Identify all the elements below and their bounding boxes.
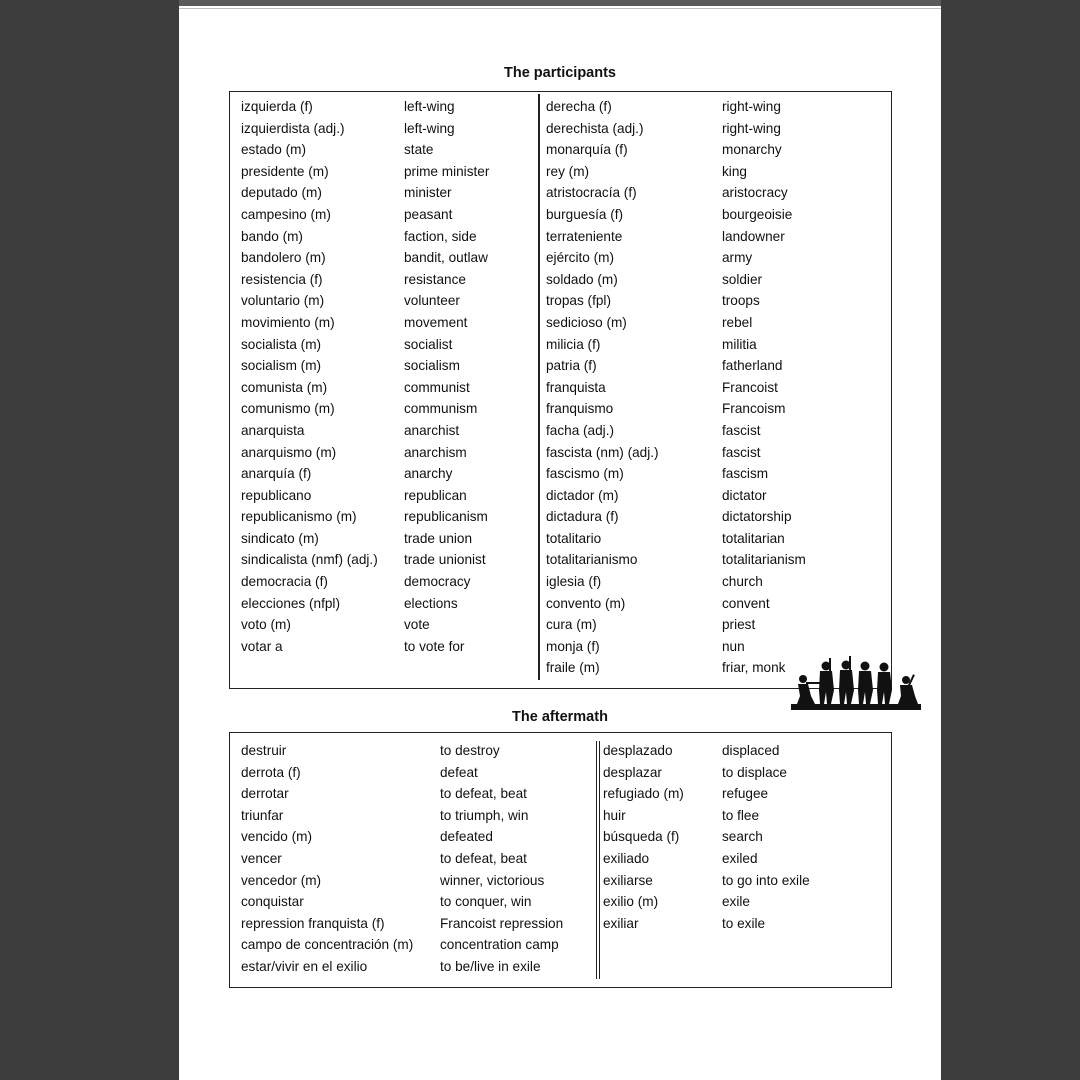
vocab-term: atristocracía (f) (546, 185, 637, 201)
participants-right-english (722, 96, 806, 679)
vocab-term: soldado (m) (546, 271, 618, 287)
vocab-term: king (722, 163, 747, 179)
vocab-term: army (722, 250, 753, 266)
vocab-term: monarquía (f) (546, 142, 628, 158)
vocab-term: democracy (404, 574, 471, 590)
vocab-term: búsqueda (f) (603, 829, 680, 845)
aftermath-right-english (722, 740, 810, 934)
vocab-term: franquista (546, 379, 606, 395)
vocab-term: communist (404, 379, 470, 395)
aftermath-left-spanish (241, 740, 413, 978)
vocab-term: convent (722, 595, 770, 611)
vocab-term: exiliarse (603, 872, 653, 888)
vocab-term: dictadura (f) (546, 509, 619, 525)
aftermath-left-english (440, 740, 563, 978)
vocab-term: trade union (404, 530, 473, 546)
vocab-term: to vote for (404, 638, 465, 654)
vocab-term: cura (m) (546, 617, 597, 633)
vocab-term: right-wing (722, 99, 781, 114)
vocab-term: triunfar (241, 807, 284, 823)
vocab-term: to displace (722, 764, 787, 780)
aftermath-divider-a (596, 741, 597, 979)
vocab-term: desplazado (603, 743, 673, 758)
aftermath-divider-b (599, 741, 600, 979)
vocab-term: Francoist (722, 379, 778, 395)
vocab-term: milicia (f) (546, 336, 601, 352)
vocab-term: republican (404, 487, 467, 503)
vocab-term: volunteer (404, 293, 460, 309)
vocab-term: prime minister (404, 163, 490, 179)
vocab-term: to flee (722, 807, 760, 823)
vocab-term: resistencia (f) (241, 271, 323, 287)
vocab-term: faction, side (404, 228, 477, 244)
participants-table (229, 91, 892, 689)
vocab-term: presidente (m) (241, 163, 329, 179)
vocab-term: elections (404, 595, 458, 611)
vocab-term: anarchist (404, 422, 460, 438)
vocab-term: anarchy (404, 466, 453, 482)
vocab-term: to be/live in exile (440, 958, 541, 974)
vocab-term: vencido (m) (241, 829, 313, 845)
vocab-term: fascist (722, 444, 761, 460)
vocab-term: search (722, 829, 763, 845)
vocab-term: exiled (722, 850, 758, 866)
vocab-term: trade unionist (404, 552, 486, 568)
vocab-term: soldier (722, 271, 763, 287)
vocab-term: patria (f) (546, 358, 597, 374)
vocab-term: iglesia (f) (546, 574, 602, 590)
vocab-term: concentration camp (440, 937, 559, 953)
vocab-term: minister (404, 185, 452, 201)
vocab-term: estar/vivir en el exilio (241, 958, 368, 974)
vocab-term: tropas (fpl) (546, 293, 611, 309)
vocab-term: to conquer, win (440, 894, 532, 910)
vocab-term: comunista (m) (241, 379, 328, 395)
vocab-term: rebel (722, 314, 753, 330)
vocab-term: elecciones (nfpl) (241, 595, 340, 611)
vocab-term: refugee (722, 786, 769, 802)
vocab-term: exiliado (603, 850, 650, 866)
vocab-term: dictatorship (722, 509, 792, 525)
vocab-term: friar, monk (722, 660, 786, 676)
vocab-term: monja (f) (546, 638, 600, 654)
vocab-term: vencedor (m) (241, 872, 322, 888)
vocab-term: totalitarianism (722, 552, 806, 568)
vocab-term: socialism (404, 358, 460, 374)
vocab-term: comunismo (m) (241, 401, 335, 417)
vocab-term: socialism (m) (241, 358, 322, 374)
vocab-term: exilio (m) (603, 894, 659, 910)
vocab-term: fatherland (722, 358, 783, 374)
vocab-term: campesino (m) (241, 206, 331, 222)
vocab-term: bandolero (m) (241, 250, 326, 266)
vocab-term: fascist (722, 422, 761, 438)
vocab-term: voto (m) (241, 617, 291, 633)
page-top-edge (179, 0, 941, 6)
vocab-term: peasant (404, 206, 453, 222)
vocab-term: to destroy (440, 743, 500, 758)
vocab-term: to defeat, beat (440, 850, 527, 866)
vocab-term: bandit, outlaw (404, 250, 488, 266)
vocab-term: derecha (f) (546, 99, 612, 114)
soldiers-silhouette-icon (791, 652, 921, 712)
vocab-term: totalitario (546, 530, 602, 546)
vocab-term: fascista (nm) (adj.) (546, 444, 659, 460)
vocab-term: defeated (440, 829, 493, 845)
vocab-term: movement (404, 314, 468, 330)
vocab-term: totalitarian (722, 530, 785, 546)
vocab-term: facha (adj.) (546, 422, 615, 438)
vocab-term: fascism (722, 466, 769, 482)
vocab-term: to triumph, win (440, 807, 529, 823)
participants-heading: The participants (504, 65, 616, 81)
vocab-term: troops (722, 293, 760, 309)
vocab-term: anarchism (404, 444, 467, 460)
vocab-term: voluntario (m) (241, 293, 325, 309)
vocab-term: fraile (m) (546, 660, 600, 676)
vocab-term: vencer (241, 850, 282, 866)
vocab-term: anarquismo (m) (241, 444, 337, 460)
vocab-term: to go into exile (722, 872, 810, 888)
vocab-term: republicanismo (m) (241, 509, 357, 525)
vocab-term: burguesía (f) (546, 206, 624, 222)
participants-divider (538, 94, 540, 680)
vocab-term: republicanism (404, 509, 488, 525)
vocab-term: monarchy (722, 142, 782, 158)
vocab-term: estado (m) (241, 142, 306, 158)
vocab-term: totalitarianismo (546, 552, 638, 568)
vocab-term: desplazar (603, 764, 662, 780)
vocab-term: bourgeoisie (722, 206, 793, 222)
vocab-term: priest (722, 617, 756, 633)
vocab-term: votar a (241, 638, 283, 654)
vocab-term: resistance (404, 271, 466, 287)
vocab-term: bando (m) (241, 228, 303, 244)
vocab-term: exiliar (603, 915, 639, 931)
vocab-term: ejército (m) (546, 250, 614, 266)
vocab-term: convento (m) (546, 595, 626, 611)
vocab-term: displaced (722, 743, 780, 758)
vocab-term: aristocracy (722, 185, 788, 201)
vocab-term: movimiento (m) (241, 314, 335, 330)
participants-left-spanish (241, 96, 378, 657)
participants-right-spanish (546, 96, 659, 679)
vocab-term: refugiado (m) (603, 786, 684, 802)
vocab-term: republicano (241, 487, 312, 503)
vocab-term: campo de concentración (m) (241, 937, 414, 953)
page-top-rule (179, 8, 941, 9)
vocab-term: vote (404, 617, 430, 633)
vocab-term: nun (722, 638, 745, 654)
vocab-term: to exile (722, 915, 766, 931)
vocab-term: dictador (m) (546, 487, 619, 503)
vocab-term: state (404, 142, 434, 158)
vocab-term: defeat (440, 764, 478, 780)
vocab-term: derechista (adj.) (546, 120, 644, 136)
vocab-term: anarquía (f) (241, 466, 312, 482)
vocab-term: destruir (241, 743, 287, 758)
vocab-term: conquistar (241, 894, 304, 910)
vocab-term: democracia (f) (241, 574, 328, 590)
vocab-term: church (722, 574, 763, 590)
vocab-term: anarquista (241, 422, 305, 438)
document-page (179, 0, 941, 1080)
vocab-term: repression franquista (f) (241, 915, 385, 931)
vocab-term: sindicato (m) (241, 530, 319, 546)
vocab-term: left-wing (404, 120, 455, 136)
vocab-term: rey (m) (546, 163, 590, 179)
aftermath-right-spanish (603, 740, 684, 934)
vocab-term: dictator (722, 487, 767, 503)
vocab-term: izquierdista (adj.) (241, 120, 345, 136)
vocab-term: militia (722, 336, 757, 352)
vocab-term: huir (603, 807, 626, 823)
vocab-term: derrota (f) (241, 764, 301, 780)
vocab-term: right-wing (722, 120, 781, 136)
aftermath-table (229, 732, 892, 988)
vocab-term: Francoist repression (440, 915, 564, 931)
vocab-term: terrateniente (546, 228, 623, 244)
vocab-term: franquismo (546, 401, 614, 417)
vocab-term: to defeat, beat (440, 786, 527, 802)
vocab-term: sedicioso (m) (546, 314, 627, 330)
participants-left-english (404, 96, 489, 657)
vocab-term: sindicalista (nmf) (adj.) (241, 552, 378, 568)
vocab-term: winner, victorious (440, 872, 545, 888)
aftermath-heading: The aftermath (512, 709, 608, 725)
vocab-term: left-wing (404, 99, 455, 114)
vocab-term: exile (722, 894, 750, 910)
vocab-term: derrotar (241, 786, 289, 802)
vocab-term: communism (404, 401, 478, 417)
vocab-term: izquierda (f) (241, 99, 313, 114)
vocab-term: socialist (404, 336, 453, 352)
vocab-term: Francoism (722, 401, 786, 417)
vocab-term: deputado (m) (241, 185, 322, 201)
vocab-term: socialista (m) (241, 336, 322, 352)
vocab-term: landowner (722, 228, 785, 244)
vocab-term: fascismo (m) (546, 466, 624, 482)
